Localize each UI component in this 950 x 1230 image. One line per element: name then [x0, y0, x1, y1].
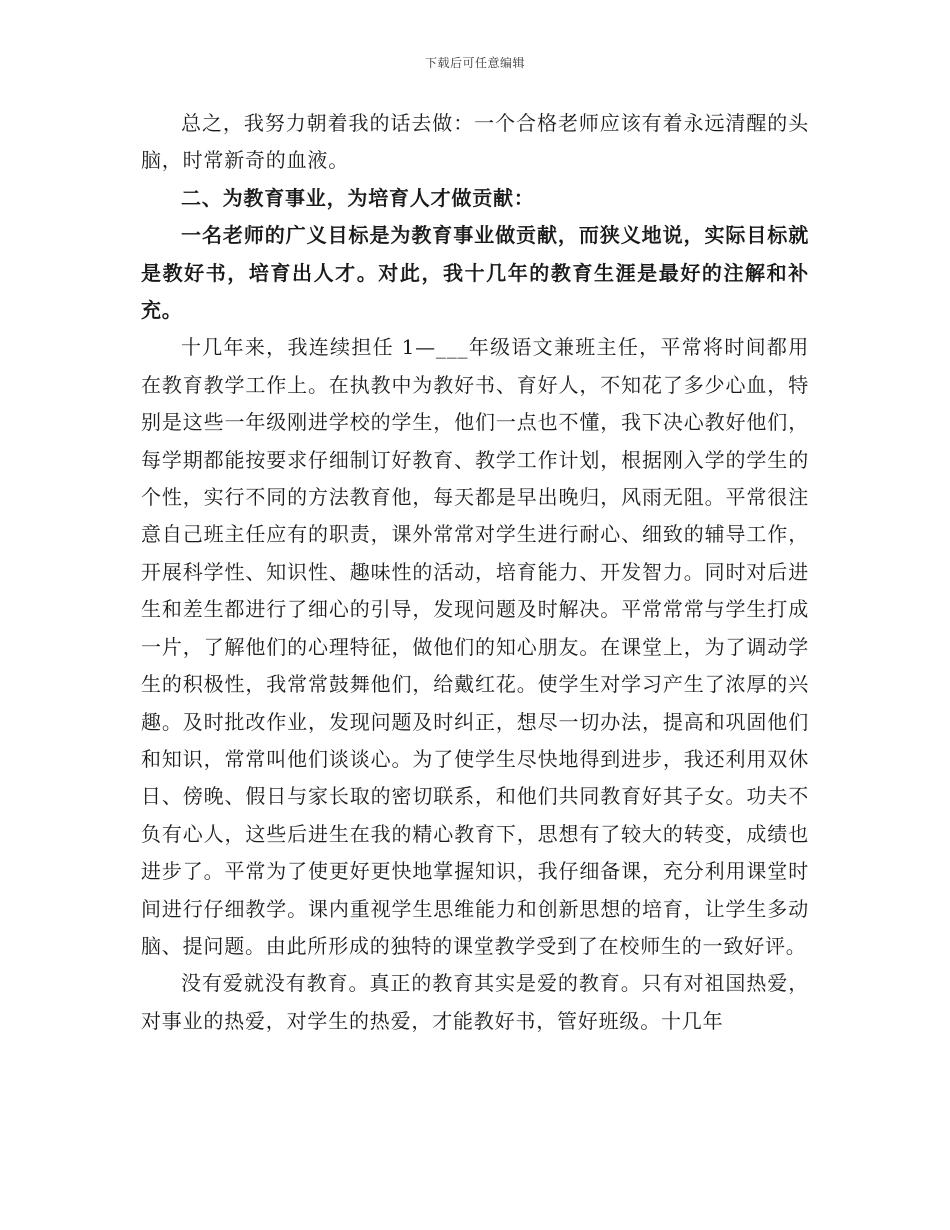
paragraph-goal: 一名老师的广义目标是为教育事业做贡献，而狭义地说，实际目标就是教好书，培育出人才。对此，我十几年的教育生涯是最好的注解和补充。 — [141, 223, 809, 323]
section-heading: 二、为教育事业，为培育人才做贡献： — [181, 185, 535, 210]
paragraph-summary: 总之，我努力朝着我的话去做：一个合格老师应该有着永远清醒的头脑，时常新奇的血液。 — [141, 111, 809, 173]
paragraph-experience: 十几年来，我连续担任 1—___年级语文兼班主任，平常将时间都用在教育教学工作上。在执教中为教好书、育好人，不知花了多少心血，特别是这些一年级刚进学校的学生，他们一点也不懂，我下决心教好他们，每学期都能按要求仔细制订好教育、教学工作计划，根据刚入学的学生的个性，实行不同的方法教育他，每天都是早出晚归，风雨无阻。平常很注意自己班主任应有的职责，课外常常对学生进行耐心、细致的辅导工作，开展科学性、知识性、趣味性的活动，培育能力、开发智力。同时对后进生和差生都进行了细心的引导，发现问题及时解决。平常常常与学生打成一片，了解他们的心理特征，做他们的知心朋友。在课堂上，为了调动学生的积极性，我常常鼓舞他们，给戴红花。使学生对学习产生了浓厚的兴趣。及时批改作业，发现问题及时纠正，想尽一切办法，提高和巩固他们和知识，常常叫他们谈谈心。为了使学生尽快地得到进步，我还利用双休日、傍晚、假日与家长取的密切联系，和他们共同教育好其子女。功夫不负有心人，这些后进生在我的精心教育下，思想有了较大的转变，成绩也进步了。平常为了使更好更快地掌握知识，我仔细备课，充分利用课堂时间进行仔细教学。课内重视学生思维能力和创新思想的培育，让学生多动脑、提问题。由此所形成的独特的课堂教学受到了在校师生的一致好评。 — [141, 335, 809, 958]
paragraph-love: 没有爱就没有教育。真正的教育其实是爱的教育。只有对祖国热爱，对事业的热爱，对学生的热爱，才能教好书，管好班级。十几年 — [141, 971, 809, 1033]
document-body — [141, 105, 809, 1040]
page-header: 下载后可任意编辑 — [424, 56, 525, 70]
